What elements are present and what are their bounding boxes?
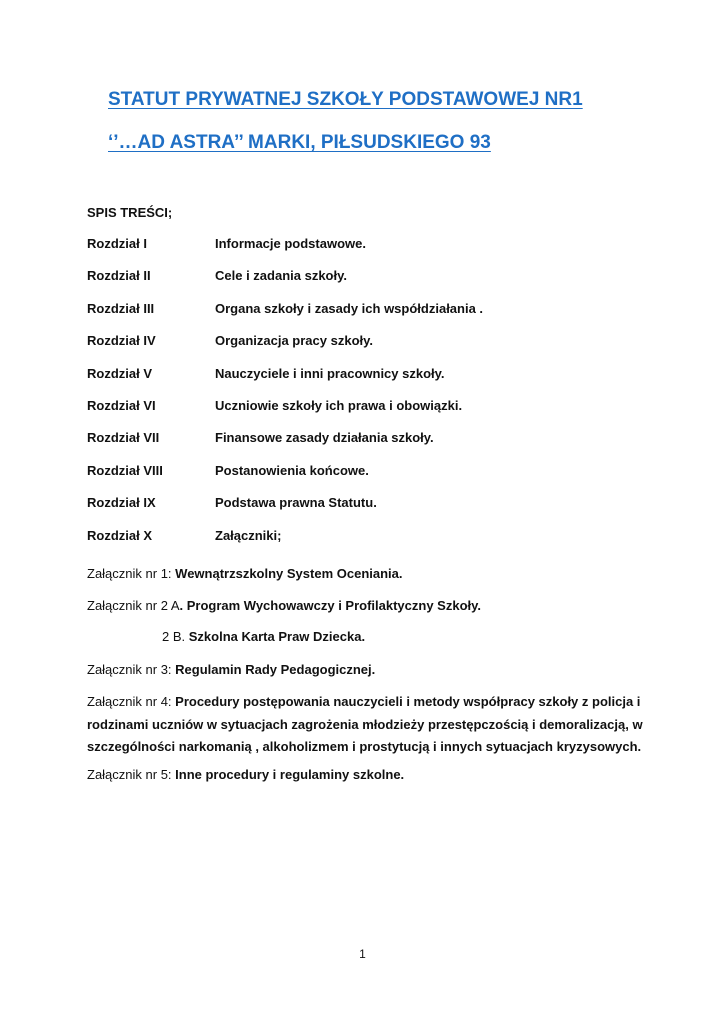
chapter-title: Nauczyciele i inni pracownicy szkoły. bbox=[215, 365, 445, 381]
toc-row bbox=[87, 495, 647, 527]
annex-label: Załącznik nr 4: bbox=[87, 694, 176, 709]
document-title-line-1: STATUT PRYWATNEJ SZKOŁY PODSTAWOWEJ NR1 bbox=[108, 89, 583, 110]
chapter-title: Organizacja pracy szkoły. bbox=[215, 333, 373, 349]
chapter-title: Uczniowie szkoły ich prawa i obowiązki. bbox=[215, 397, 463, 413]
chapter-title: Podstawa prawna Statutu. bbox=[215, 495, 377, 511]
document-title-line-2: ‘’…AD ASTRA’’ MARKI, PIŁSUDSKIEGO 93 bbox=[108, 132, 491, 153]
chapter-number: Rozdział VII bbox=[87, 430, 160, 446]
chapter-number: Rozdział IV bbox=[87, 333, 156, 349]
annex-label: Załącznik nr 1: bbox=[87, 566, 176, 581]
chapter-number: Rozdział V bbox=[87, 365, 153, 381]
chapter-number: Rozdział X bbox=[87, 527, 153, 543]
chapter-number: Rozdział IX bbox=[87, 495, 156, 511]
toc-row bbox=[87, 236, 647, 268]
chapter-title: Informacje podstawowe. bbox=[215, 236, 366, 251]
chapter-title: Finansowe zasady działania szkoły. bbox=[215, 430, 434, 446]
toc-row bbox=[87, 398, 647, 430]
annex-title: Regulamin Rady Pedagogicznej. bbox=[175, 662, 376, 677]
chapter-number: Rozdział II bbox=[87, 268, 151, 284]
annex-label: 2 B. bbox=[162, 629, 189, 644]
annex-title: Procedury postępowania nauczycieli i metody współpracy szkoły z policja i rodzinami uczniów w sytuacjach zagrożenia młodzieży przestępczością i demoralizacją, w szczególności narkomanią , alkoholizmem i prostytucją i innych sytuacjach kryzysowych. bbox=[87, 694, 643, 754]
annex-5 bbox=[87, 764, 647, 787]
annex-3 bbox=[87, 659, 647, 682]
chapter-title: Postanowienia końcowe. bbox=[215, 462, 369, 478]
toc-row bbox=[87, 268, 647, 300]
chapter-number: Rozdział III bbox=[87, 300, 155, 316]
annex-4 bbox=[87, 691, 647, 759]
annex-title: Szkolna Karta Praw Dziecka. bbox=[188, 629, 366, 644]
annex-title: . Program Wychowawczy i Profilaktyczny Szkoły. bbox=[179, 598, 482, 613]
chapter-number: Rozdział I bbox=[87, 236, 147, 251]
annex-label: Załącznik nr 2 A bbox=[87, 598, 180, 613]
toc-row bbox=[87, 430, 647, 462]
annex-2b bbox=[162, 626, 722, 649]
toc-row bbox=[87, 528, 647, 560]
page-number: 1 bbox=[359, 947, 366, 961]
annex-label: Załącznik nr 3: bbox=[87, 662, 176, 677]
annex-1 bbox=[87, 563, 647, 586]
toc-heading: SPIS TREŚCI; bbox=[87, 205, 173, 220]
chapter-title: Organa szkoły i zasady ich współdziałania . bbox=[215, 300, 484, 316]
chapter-title: Cele i zadania szkoły. bbox=[215, 268, 347, 284]
annex-label: Załącznik nr 5: bbox=[87, 767, 176, 782]
chapter-number: Rozdział VIII bbox=[87, 462, 163, 478]
toc-row bbox=[87, 463, 647, 495]
toc-row bbox=[87, 333, 647, 365]
toc-row bbox=[87, 366, 647, 398]
annex-title: Wewnątrzszkolny System Oceniania. bbox=[175, 566, 403, 581]
annex-title: Inne procedury i regulaminy szkolne. bbox=[175, 767, 405, 782]
table-of-contents bbox=[87, 236, 647, 560]
toc-row bbox=[87, 301, 647, 333]
chapter-number: Rozdział VI bbox=[87, 397, 156, 413]
annex-2a bbox=[87, 595, 647, 618]
chapter-title: Załączniki; bbox=[215, 527, 282, 543]
